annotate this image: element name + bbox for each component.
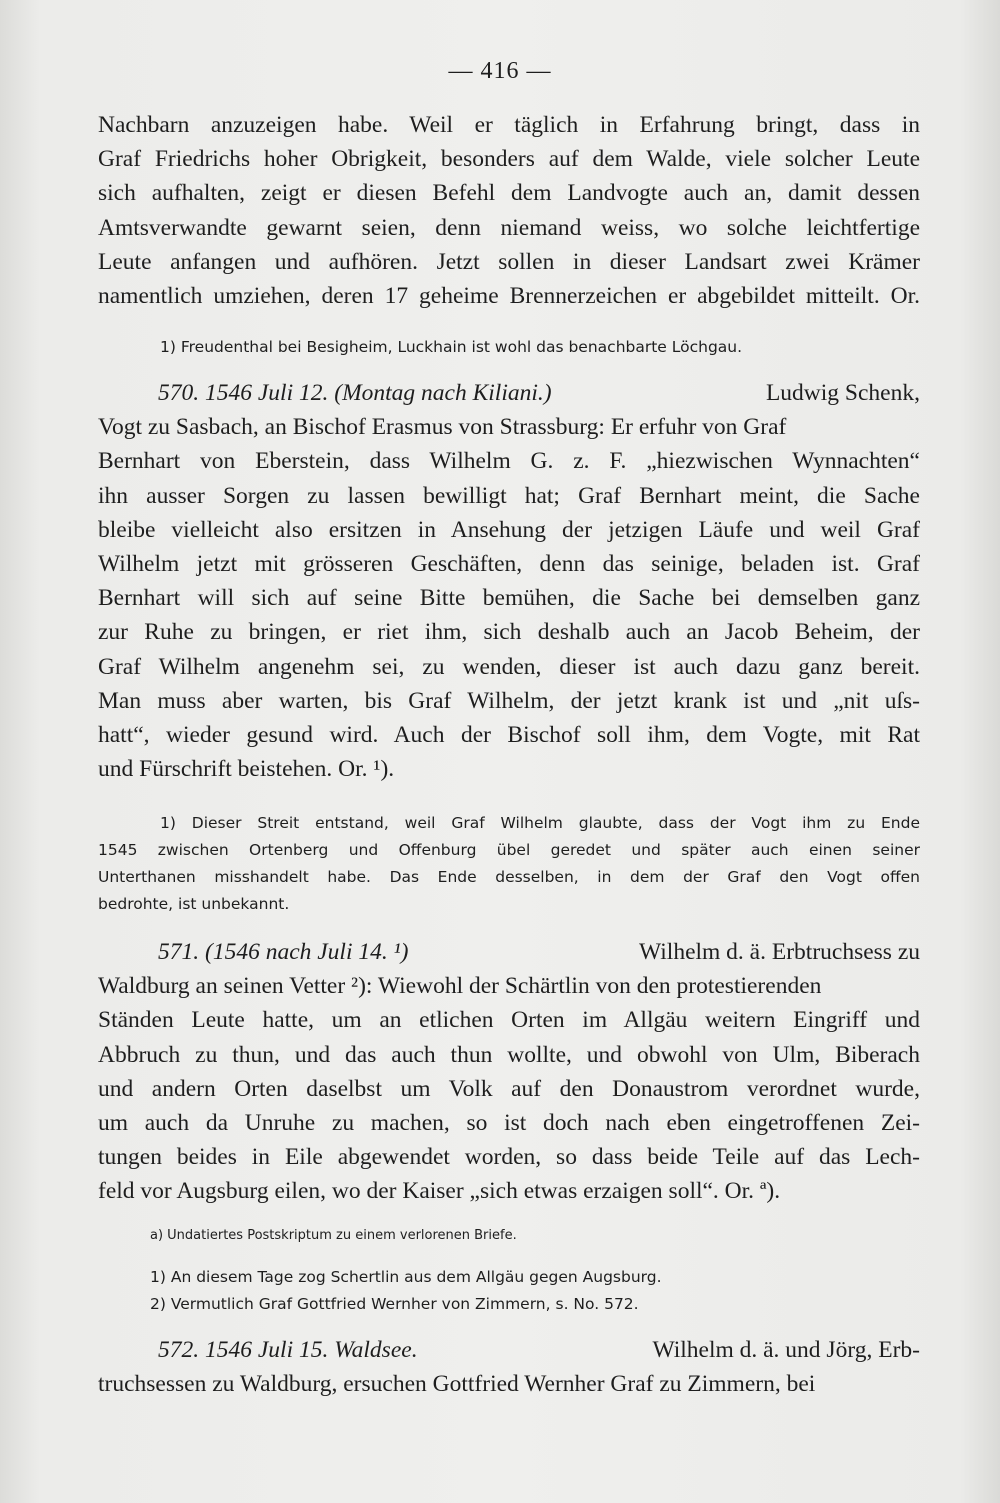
text-line: Bernhart von Eberstein, dass Wilhelm G. z. F. „hiezwischen Wynnachten“ xyxy=(98,448,920,475)
continuation-paragraph xyxy=(98,108,920,313)
footnote: 1545 zwischen Ortenberg und Offenburg übel geredet und später auch einen seiner xyxy=(98,841,920,859)
text-line: bleibe vielleicht also ersitzen in Ansehung der jetzigen Läufe und weil Graf xyxy=(98,516,920,543)
text-line: Ständen Leute hatte, um an etlichen Orten im Allgäu weitern Eingriff und xyxy=(98,1007,920,1034)
entry-heading: 572. 1546 Juli 15. Waldsee. xyxy=(158,1337,418,1363)
text-line: Graf Wilhelm angenehm sei, zu wenden, dieser ist auch dazu ganz bereit. xyxy=(98,653,920,680)
entry-first-line xyxy=(98,935,920,969)
entry-570 xyxy=(98,376,920,786)
footnote-block xyxy=(98,810,920,918)
footnote-block xyxy=(150,1264,920,1318)
text-line: Bernhart will sich auf seine Bitte bemühen, die Sache bei demselben ganz xyxy=(98,585,920,612)
entry-text: Wilhelm d. ä. Erbtruchsess zu xyxy=(639,939,920,965)
text-line: ihn ausser Sorgen zu lassen bewilligt hat; Graf Bernhart meint, die Sache xyxy=(98,482,920,509)
text-line: Waldburg an seinen Vetter ²): Wiewohl der Schärtlin von den protestierenden xyxy=(98,973,822,1000)
text-line: zur Ruhe zu bringen, er riet ihm, sich deshalb auch an Jacob Beheim, der xyxy=(98,619,920,646)
entry-572 xyxy=(98,1333,920,1401)
entry-571 xyxy=(98,935,920,1209)
text-line: Amtsverwandte gewarnt seien, denn niemand weiss, wo solche leichtfertige xyxy=(98,214,920,241)
footnote: 1) Dieser Streit entstand, weil Graf Wilhelm glaubte, dass der Vogt ihm zu Ende xyxy=(160,814,920,832)
entry-first-line xyxy=(98,376,920,410)
text-line: Nachbarn anzuzeigen habe. Weil er täglich in Erfahrung bringt, dass in xyxy=(98,112,920,138)
postscript-note xyxy=(150,1222,920,1249)
note-a: a) Undatiertes Postskriptum zu einem verlorenen Briefe. xyxy=(150,1228,517,1243)
footnote: 2) Vermutlich Graf Gottfried Wernher von Zimmern, s. No. 572. xyxy=(150,1295,639,1313)
footnote: bedrohte, ist unbekannt. xyxy=(98,895,290,913)
text-line: namentlich umziehen, deren 17 geheime Brennerzeichen er abgebildet mitteilt. Or. xyxy=(98,282,920,309)
text-line: und Fürschrift beistehen. Or. ¹). xyxy=(98,756,395,783)
entry-text: Wilhelm d. ä. und Jörg, Erb- xyxy=(652,1337,920,1363)
page-number: — 416 — xyxy=(448,58,552,84)
entry-text: Ludwig Schenk, xyxy=(765,380,920,406)
text-line: Vogt zu Sasbach, an Bischof Erasmus von Strassburg: Er erfuhr von Graf xyxy=(98,414,787,441)
footnote: Unterthanen misshandelt habe. Das Ende desselben, in dem der Graf den Vogt offen xyxy=(98,868,920,886)
footnote: 1) An diesem Tage zog Schertlin aus dem Allgäu gegen Augsburg. xyxy=(150,1268,662,1286)
text-line: Abbruch zu thun, und das auch thun wollte, und obwohl von Ulm, Biberach xyxy=(98,1041,920,1068)
entry-first-line xyxy=(98,1333,920,1367)
text-line: Leute anfangen und aufhören. Jetzt sollen in dieser Landsart zwei Krämer xyxy=(98,248,920,275)
text-line: sich aufhalten, zeigt er diesen Befehl dem Landvogte auch an, damit dessen xyxy=(98,180,920,207)
text-line: feld vor Augsburg eilen, wo der Kaiser „sich etwas erzaigen soll“. Or. ª). xyxy=(98,1178,781,1205)
footnote-block xyxy=(160,334,920,361)
text-line: hatt“, wieder gesund wird. Auch der Bischof soll ihm, dem Vogte, mit Rat xyxy=(98,721,920,748)
text-line: Graf Friedrichs hoher Obrigkeit, besonders auf dem Walde, viele solcher Leute xyxy=(98,146,920,173)
text-line: um auch da Unruhe zu machen, so ist doch nach eben eingetroffenen Zei- xyxy=(98,1109,920,1136)
footnote: 1) Freudenthal bei Besigheim, Luckhain ist wohl das benachbarte Löchgau. xyxy=(160,338,743,356)
entry-heading: 571. (1546 nach Juli 14. ¹) xyxy=(158,939,409,965)
text-line: Man muss aber warten, bis Graf Wilhelm, der jetzt krank ist und „nit uſs- xyxy=(98,687,920,714)
text-line: tungen beides in Eile abgewendet worden, so dass beide Teile auf das Lech- xyxy=(98,1144,920,1171)
text-line: truchsessen zu Waldburg, ersuchen Gottfried Wernher Graf zu Zimmern, bei xyxy=(98,1371,816,1398)
text-line: Wilhelm jetzt mit grösseren Geschäften, denn das seinige, beladen ist. Graf xyxy=(98,550,920,577)
entry-heading: 570. 1546 Juli 12. (Montag nach Kiliani.) xyxy=(158,380,552,406)
text-line: und andern Orten daselbst um Volk auf den Donaustrom verordnet wurde, xyxy=(98,1075,920,1102)
